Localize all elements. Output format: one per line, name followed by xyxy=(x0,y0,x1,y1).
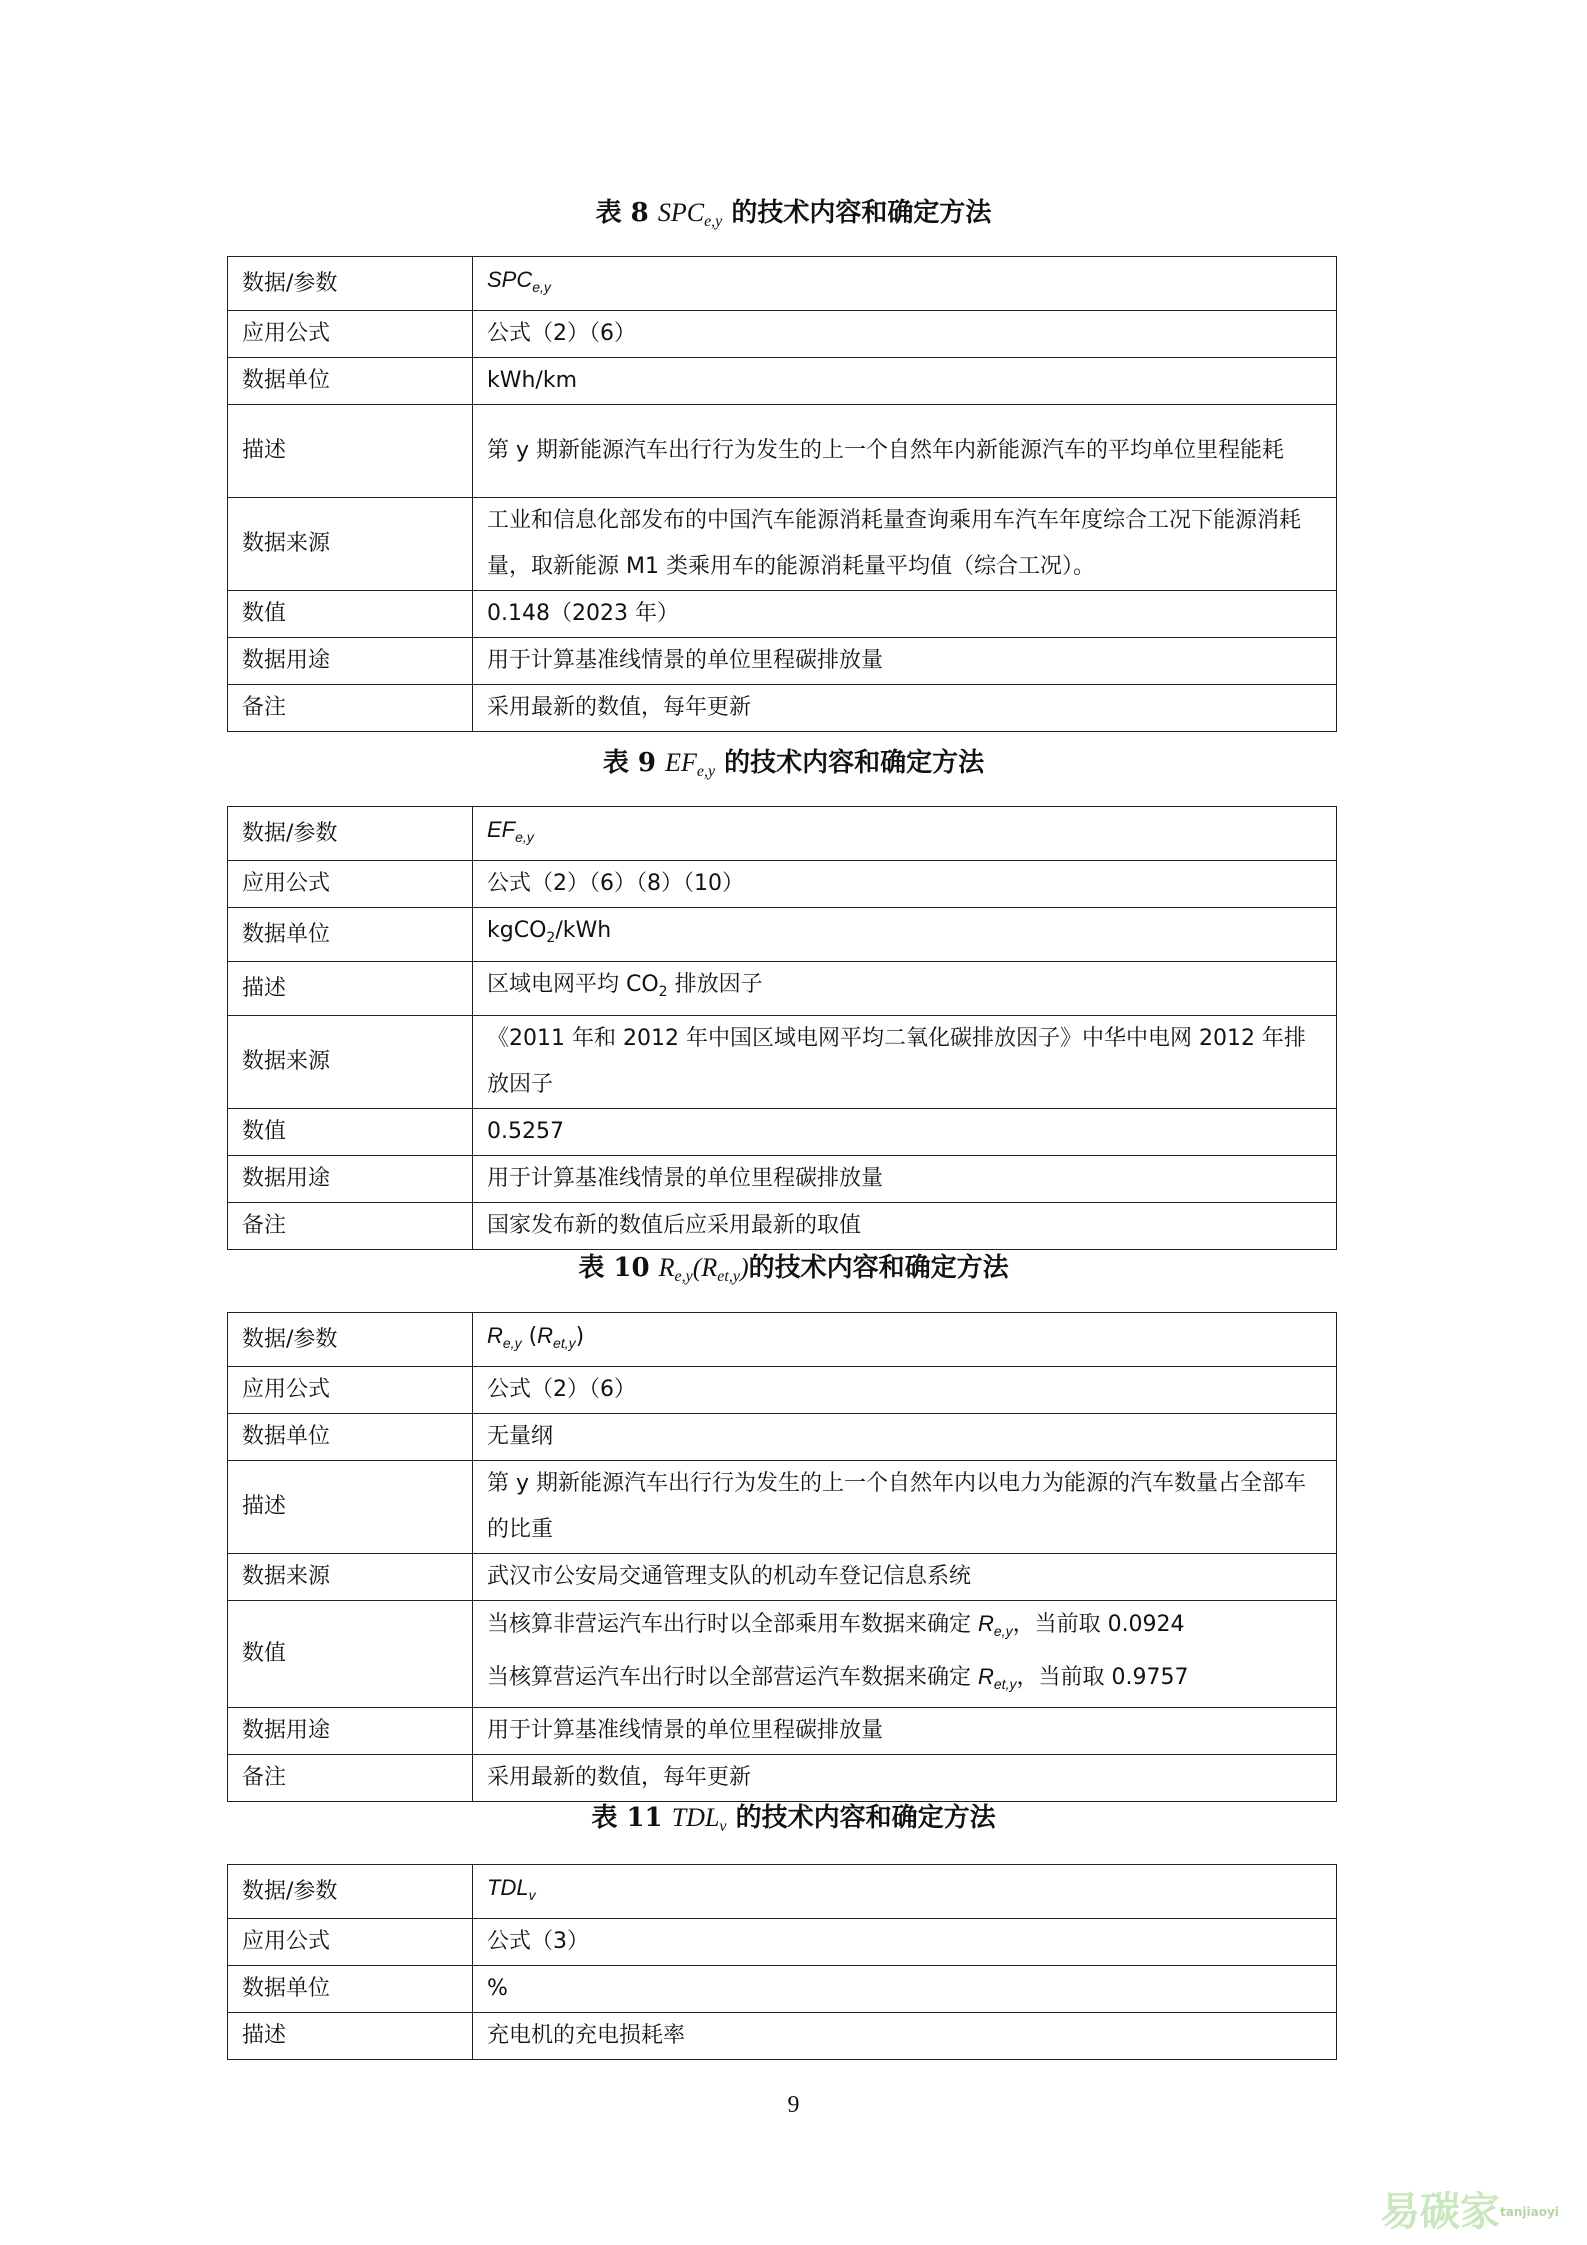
row-value: $SPC_{e,y}$ xyxy=(473,257,1337,311)
row-value: 公式（2）（6） xyxy=(473,1367,1337,1414)
row-key: 数据用途 xyxy=(228,638,473,685)
table-row xyxy=(228,1156,1337,1203)
row-value: $R_{e,y}$ $(R_{et,y})$ xyxy=(473,1313,1337,1367)
row-value: 用于计算基准线情景的单位里程碳排放量 xyxy=(473,1156,1337,1203)
row-key: 数据/参数 xyxy=(228,1313,473,1367)
table-row xyxy=(228,1414,1337,1461)
page-number: 9 xyxy=(787,2092,800,2118)
row-value: 区域电网平均 $CO_2$ 排放因子 xyxy=(473,962,1337,1016)
table-row xyxy=(228,1755,1337,1802)
table-row xyxy=(228,1109,1337,1156)
table-row xyxy=(228,1203,1337,1250)
row-value: 第 y 期新能源汽车出行行为发生的上一个自然年内新能源汽车的平均单位里程能耗 xyxy=(473,405,1337,498)
row-key: 数据/参数 xyxy=(228,807,473,861)
table-row xyxy=(228,685,1337,732)
row-value xyxy=(473,1601,1337,1708)
table-row xyxy=(228,1461,1337,1554)
row-value: 工业和信息化部发布的中国汽车能源消耗量查询乘用车汽车年度综合工况下能源消耗量，取新能源 M1 类乘用车的能源消耗量平均值（综合工况）。 xyxy=(473,498,1337,591)
row-key: 数据来源 xyxy=(228,1554,473,1601)
table-9 xyxy=(227,806,1337,1250)
table-row xyxy=(228,498,1337,591)
row-value: 公式（3） xyxy=(473,1919,1337,1966)
table-8-caption: 表 8 $SPC_{e,y}$ 的技术内容和确定方法 xyxy=(595,198,992,230)
row-value: 0.5257 xyxy=(473,1109,1337,1156)
row-value: $EF_{e,y}$ xyxy=(473,807,1337,861)
table-row xyxy=(228,1601,1337,1708)
value-line-1: 当核算非营运汽车出行时以全部乘用车数据来确定 $R_{e,y}$，当前取 0.0924 xyxy=(487,1611,1185,1639)
row-key: 描述 xyxy=(228,2013,473,2060)
table-10-caption: 表 10 $R_{e,y}(R_{et,y})$的技术内容和确定方法 xyxy=(578,1253,1009,1285)
table-row xyxy=(228,962,1337,1016)
table-11-caption: 表 11 $TDL_v$ 的技术内容和确定方法 xyxy=(591,1803,996,1835)
table-row xyxy=(228,1016,1337,1109)
row-key: 数据单位 xyxy=(228,1414,473,1461)
row-key: 备注 xyxy=(228,685,473,732)
row-key: 数据/参数 xyxy=(228,257,473,311)
row-key: 应用公式 xyxy=(228,1367,473,1414)
table-row xyxy=(228,591,1337,638)
table-row xyxy=(228,908,1337,962)
row-key: 数据/参数 xyxy=(228,1865,473,1919)
table-row xyxy=(228,807,1337,861)
row-value: 第 y 期新能源汽车出行行为发生的上一个自然年内以电力为能源的汽车数量占全部车的比重 xyxy=(473,1461,1337,1554)
row-key: 数值 xyxy=(228,1601,473,1708)
row-value: kWh/km xyxy=(473,358,1337,405)
row-key: 备注 xyxy=(228,1203,473,1250)
table-row xyxy=(228,1919,1337,1966)
table-row xyxy=(228,1708,1337,1755)
value-line-2: 当核算营运汽车出行时以全部营运汽车数据来确定 $R_{et,y}$，当前取 0.9757 xyxy=(487,1664,1189,1692)
row-value: 用于计算基准线情景的单位里程碳排放量 xyxy=(473,638,1337,685)
row-value: 公式（2）（6） xyxy=(473,311,1337,358)
row-key: 数值 xyxy=(228,591,473,638)
row-key: 数据用途 xyxy=(228,1708,473,1755)
row-value: 《2011 年和 2012 年中国区域电网平均二氧化碳排放因子》中华中电网 2012 年排放因子 xyxy=(473,1016,1337,1109)
row-key: 数据来源 xyxy=(228,1016,473,1109)
row-key: 数据单位 xyxy=(228,1966,473,2013)
row-key: 数据单位 xyxy=(228,358,473,405)
table-row xyxy=(228,2013,1337,2060)
row-key: 描述 xyxy=(228,1461,473,1554)
row-key: 描述 xyxy=(228,962,473,1016)
table-row xyxy=(228,257,1337,311)
watermark-logo: 易碳家$^{tanjiaoyi}$ xyxy=(1380,2189,1559,2235)
table-row xyxy=(228,861,1337,908)
row-value: 国家发布新的数值后应采用最新的取值 xyxy=(473,1203,1337,1250)
table-10 xyxy=(227,1312,1337,1802)
row-value: % xyxy=(473,1966,1337,2013)
row-key: 数据来源 xyxy=(228,498,473,591)
row-value: 无量纲 xyxy=(473,1414,1337,1461)
row-value: 采用最新的数值，每年更新 xyxy=(473,685,1337,732)
table-row xyxy=(228,1865,1337,1919)
row-value: kgCO$_2$/kWh xyxy=(473,908,1337,962)
table-row xyxy=(228,405,1337,498)
row-value: 用于计算基准线情景的单位里程碳排放量 xyxy=(473,1708,1337,1755)
row-key: 备注 xyxy=(228,1755,473,1802)
table-row xyxy=(228,1313,1337,1367)
row-key: 数值 xyxy=(228,1109,473,1156)
row-value: 0.148（2023 年） xyxy=(473,591,1337,638)
table-row xyxy=(228,1966,1337,2013)
row-key: 数据用途 xyxy=(228,1156,473,1203)
table-9-caption: 表 9 $EF_{e,y}$ 的技术内容和确定方法 xyxy=(602,748,985,780)
row-value: 武汉市公安局交通管理支队的机动车登记信息系统 xyxy=(473,1554,1337,1601)
row-value: 采用最新的数值，每年更新 xyxy=(473,1755,1337,1802)
row-key: 数据单位 xyxy=(228,908,473,962)
row-key: 应用公式 xyxy=(228,311,473,358)
table-row xyxy=(228,638,1337,685)
table-row xyxy=(228,358,1337,405)
row-value: 充电机的充电损耗率 xyxy=(473,2013,1337,2060)
row-value: 公式（2）（6）（8）（10） xyxy=(473,861,1337,908)
table-row xyxy=(228,1554,1337,1601)
row-key: 应用公式 xyxy=(228,1919,473,1966)
row-key: 描述 xyxy=(228,405,473,498)
row-key: 应用公式 xyxy=(228,861,473,908)
table-8 xyxy=(227,256,1337,732)
table-11 xyxy=(227,1864,1337,2060)
table-row xyxy=(228,311,1337,358)
row-value: $TDL_v$ xyxy=(473,1865,1337,1919)
table-row xyxy=(228,1367,1337,1414)
